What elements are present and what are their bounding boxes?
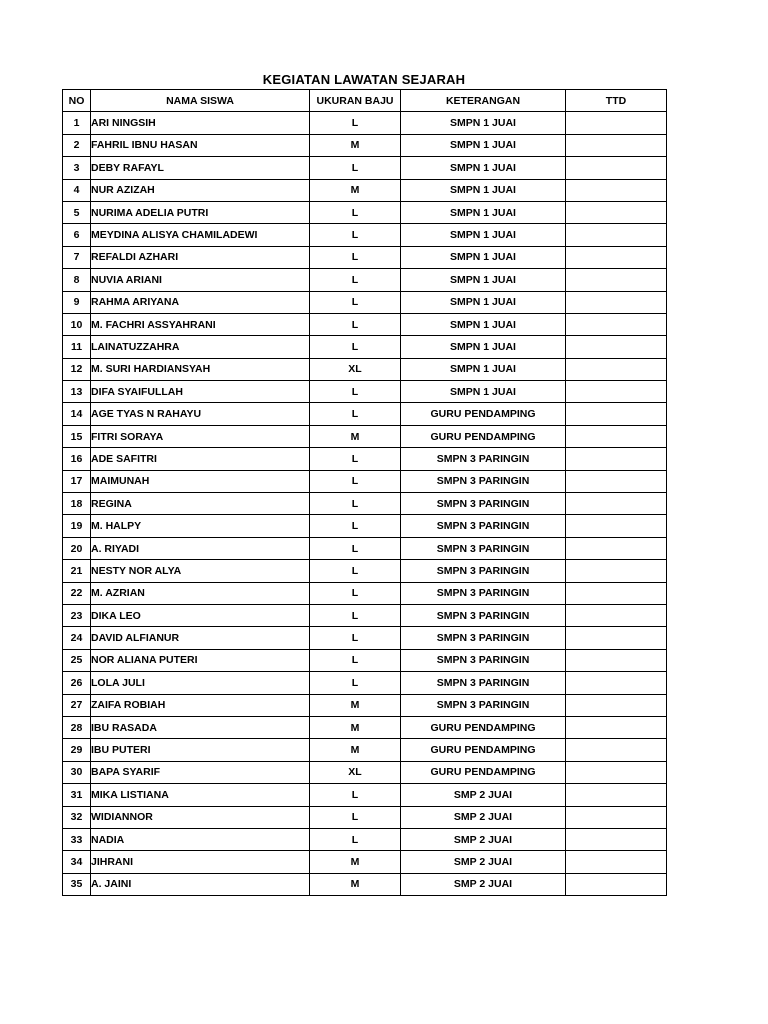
- shirt-size-cell: M: [310, 851, 401, 873]
- signature-cell: [566, 806, 667, 828]
- row-number-cell: 21: [63, 560, 91, 582]
- remarks-cell: SMPN 1 JUAI: [401, 336, 566, 358]
- student-name-cell: RAHMA ARIYANA: [91, 291, 310, 313]
- student-name-cell: LAINATUZZAHRA: [91, 336, 310, 358]
- shirt-size-cell: M: [310, 716, 401, 738]
- remarks-cell: SMP 2 JUAI: [401, 873, 566, 895]
- remarks-cell: GURU PENDAMPING: [401, 403, 566, 425]
- row-number-cell: 5: [63, 201, 91, 223]
- signature-cell: [566, 246, 667, 268]
- row-number-cell: 15: [63, 425, 91, 447]
- row-number-cell: 29: [63, 739, 91, 761]
- row-number-cell: 24: [63, 627, 91, 649]
- signature-cell: [566, 627, 667, 649]
- table-row: [63, 381, 667, 403]
- student-name-cell: NADIA: [91, 828, 310, 850]
- row-number-cell: 17: [63, 470, 91, 492]
- row-number-cell: 16: [63, 448, 91, 470]
- student-name-cell: MAIMUNAH: [91, 470, 310, 492]
- shirt-size-cell: L: [310, 649, 401, 671]
- table-row: [63, 201, 667, 223]
- student-name-cell: FITRI SORAYA: [91, 425, 310, 447]
- student-name-cell: AGE TYAS N RAHAYU: [91, 403, 310, 425]
- signature-cell: [566, 358, 667, 380]
- row-number-cell: 27: [63, 694, 91, 716]
- student-name-cell: ADE SAFITRI: [91, 448, 310, 470]
- shirt-size-cell: L: [310, 381, 401, 403]
- header-ttd: TTD: [566, 90, 667, 112]
- signature-cell: [566, 470, 667, 492]
- table-row: [63, 336, 667, 358]
- signature-cell: [566, 201, 667, 223]
- signature-cell: [566, 694, 667, 716]
- shirt-size-cell: L: [310, 269, 401, 291]
- table-row: [63, 649, 667, 671]
- signature-cell: [566, 179, 667, 201]
- signature-cell: [566, 649, 667, 671]
- shirt-size-cell: L: [310, 246, 401, 268]
- signature-cell: [566, 582, 667, 604]
- signature-cell: [566, 851, 667, 873]
- signature-cell: [566, 336, 667, 358]
- remarks-cell: GURU PENDAMPING: [401, 761, 566, 783]
- signature-cell: [566, 112, 667, 134]
- table-row: [63, 806, 667, 828]
- header-name: NAMA SISWA: [91, 90, 310, 112]
- row-number-cell: 23: [63, 604, 91, 626]
- shirt-size-cell: L: [310, 515, 401, 537]
- row-number-cell: 33: [63, 828, 91, 850]
- row-number-cell: 30: [63, 761, 91, 783]
- signature-cell: [566, 560, 667, 582]
- remarks-cell: SMPN 3 PARINGIN: [401, 515, 566, 537]
- remarks-cell: SMPN 3 PARINGIN: [401, 582, 566, 604]
- student-name-cell: IBU RASADA: [91, 716, 310, 738]
- shirt-size-cell: L: [310, 560, 401, 582]
- student-name-cell: A. JAINI: [91, 873, 310, 895]
- remarks-cell: SMPN 1 JUAI: [401, 246, 566, 268]
- signature-cell: [566, 828, 667, 850]
- student-name-cell: DIFA SYAIFULLAH: [91, 381, 310, 403]
- row-number-cell: 19: [63, 515, 91, 537]
- remarks-cell: SMPN 1 JUAI: [401, 157, 566, 179]
- row-number-cell: 12: [63, 358, 91, 380]
- remarks-cell: GURU PENDAMPING: [401, 739, 566, 761]
- signature-cell: [566, 739, 667, 761]
- shirt-size-cell: L: [310, 784, 401, 806]
- signature-cell: [566, 291, 667, 313]
- signature-cell: [566, 515, 667, 537]
- table-row: [63, 672, 667, 694]
- row-number-cell: 18: [63, 493, 91, 515]
- table-row: [63, 224, 667, 246]
- student-name-cell: A. RIYADI: [91, 537, 310, 559]
- student-name-cell: M. SURI HARDIANSYAH: [91, 358, 310, 380]
- shirt-size-cell: M: [310, 134, 401, 156]
- table-row: [63, 425, 667, 447]
- row-number-cell: 25: [63, 649, 91, 671]
- row-number-cell: 32: [63, 806, 91, 828]
- remarks-cell: SMPN 3 PARINGIN: [401, 604, 566, 626]
- remarks-cell: SMPN 1 JUAI: [401, 134, 566, 156]
- shirt-size-cell: L: [310, 157, 401, 179]
- student-name-cell: ARI NINGSIH: [91, 112, 310, 134]
- student-name-cell: FAHRIL IBNU HASAN: [91, 134, 310, 156]
- remarks-cell: SMPN 1 JUAI: [401, 179, 566, 201]
- shirt-size-cell: L: [310, 201, 401, 223]
- remarks-cell: SMPN 3 PARINGIN: [401, 694, 566, 716]
- signature-cell: [566, 313, 667, 335]
- table-row: [63, 694, 667, 716]
- shirt-size-cell: M: [310, 425, 401, 447]
- document-title: KEGIATAN LAWATAN SEJARAH: [262, 72, 466, 87]
- remarks-cell: SMPN 3 PARINGIN: [401, 470, 566, 492]
- remarks-cell: SMPN 3 PARINGIN: [401, 560, 566, 582]
- shirt-size-cell: XL: [310, 761, 401, 783]
- header-note: KETERANGAN: [401, 90, 566, 112]
- remarks-cell: SMP 2 JUAI: [401, 851, 566, 873]
- student-name-cell: ZAIFA ROBIAH: [91, 694, 310, 716]
- table-row: [63, 179, 667, 201]
- table-row: [63, 515, 667, 537]
- row-number-cell: 22: [63, 582, 91, 604]
- table-row: [63, 403, 667, 425]
- remarks-cell: SMPN 1 JUAI: [401, 358, 566, 380]
- row-number-cell: 34: [63, 851, 91, 873]
- shirt-size-cell: M: [310, 739, 401, 761]
- row-number-cell: 11: [63, 336, 91, 358]
- signature-cell: [566, 672, 667, 694]
- signature-cell: [566, 493, 667, 515]
- shirt-size-cell: L: [310, 336, 401, 358]
- signature-cell: [566, 224, 667, 246]
- table-row: [63, 851, 667, 873]
- signature-cell: [566, 716, 667, 738]
- header-no: NO: [63, 90, 91, 112]
- remarks-cell: SMPN 1 JUAI: [401, 269, 566, 291]
- student-name-cell: DAVID ALFIANUR: [91, 627, 310, 649]
- row-number-cell: 20: [63, 537, 91, 559]
- shirt-size-cell: L: [310, 604, 401, 626]
- table-row: [63, 291, 667, 313]
- signature-cell: [566, 873, 667, 895]
- shirt-size-cell: M: [310, 179, 401, 201]
- table-row: [63, 246, 667, 268]
- shirt-size-cell: L: [310, 828, 401, 850]
- remarks-cell: SMPN 1 JUAI: [401, 381, 566, 403]
- student-name-cell: WIDIANNOR: [91, 806, 310, 828]
- shirt-size-cell: M: [310, 873, 401, 895]
- student-name-cell: JIHRANI: [91, 851, 310, 873]
- student-name-cell: NUVIA ARIANI: [91, 269, 310, 291]
- remarks-cell: SMPN 3 PARINGIN: [401, 672, 566, 694]
- row-number-cell: 9: [63, 291, 91, 313]
- remarks-cell: GURU PENDAMPING: [401, 716, 566, 738]
- table-row: [63, 784, 667, 806]
- header-size: UKURAN BAJU: [310, 90, 401, 112]
- signature-cell: [566, 448, 667, 470]
- table-row: [63, 716, 667, 738]
- shirt-size-cell: L: [310, 672, 401, 694]
- row-number-cell: 1: [63, 112, 91, 134]
- student-name-cell: DEBY RAFAYL: [91, 157, 310, 179]
- row-number-cell: 10: [63, 313, 91, 335]
- table-row: [63, 761, 667, 783]
- row-number-cell: 3: [63, 157, 91, 179]
- remarks-cell: SMP 2 JUAI: [401, 806, 566, 828]
- remarks-cell: SMPN 3 PARINGIN: [401, 493, 566, 515]
- remarks-cell: SMPN 1 JUAI: [401, 291, 566, 313]
- shirt-size-cell: L: [310, 291, 401, 313]
- student-name-cell: MEYDINA ALISYA CHAMILADEWI: [91, 224, 310, 246]
- row-number-cell: 4: [63, 179, 91, 201]
- shirt-size-cell: M: [310, 694, 401, 716]
- remarks-cell: SMPN 3 PARINGIN: [401, 448, 566, 470]
- remarks-cell: SMPN 1 JUAI: [401, 224, 566, 246]
- table-row: [63, 582, 667, 604]
- signature-cell: [566, 403, 667, 425]
- row-number-cell: 35: [63, 873, 91, 895]
- remarks-cell: SMPN 1 JUAI: [401, 112, 566, 134]
- row-number-cell: 6: [63, 224, 91, 246]
- signature-cell: [566, 761, 667, 783]
- row-number-cell: 2: [63, 134, 91, 156]
- signature-cell: [566, 134, 667, 156]
- shirt-size-cell: L: [310, 493, 401, 515]
- shirt-size-cell: L: [310, 448, 401, 470]
- table-row: [63, 157, 667, 179]
- table-row: [63, 269, 667, 291]
- row-number-cell: 7: [63, 246, 91, 268]
- table-row: [63, 873, 667, 895]
- shirt-size-cell: L: [310, 582, 401, 604]
- student-name-cell: REFALDI AZHARI: [91, 246, 310, 268]
- table-row: [63, 493, 667, 515]
- participant-table: [62, 89, 667, 896]
- table-row: [63, 537, 667, 559]
- table-row: [63, 112, 667, 134]
- table-body: [63, 112, 667, 896]
- shirt-size-cell: L: [310, 313, 401, 335]
- table-row: [63, 358, 667, 380]
- signature-cell: [566, 604, 667, 626]
- signature-cell: [566, 381, 667, 403]
- student-name-cell: BAPA SYARIF: [91, 761, 310, 783]
- student-name-cell: NURIMA ADELIA PUTRI: [91, 201, 310, 223]
- remarks-cell: GURU PENDAMPING: [401, 425, 566, 447]
- signature-cell: [566, 425, 667, 447]
- remarks-cell: SMPN 1 JUAI: [401, 201, 566, 223]
- table-row: [63, 313, 667, 335]
- student-name-cell: MIKA LISTIANA: [91, 784, 310, 806]
- student-name-cell: DIKA LEO: [91, 604, 310, 626]
- table-row: [63, 134, 667, 156]
- row-number-cell: 31: [63, 784, 91, 806]
- remarks-cell: SMP 2 JUAI: [401, 828, 566, 850]
- row-number-cell: 28: [63, 716, 91, 738]
- student-name-cell: M. AZRIAN: [91, 582, 310, 604]
- remarks-cell: SMPN 3 PARINGIN: [401, 537, 566, 559]
- shirt-size-cell: L: [310, 112, 401, 134]
- table-row: [63, 627, 667, 649]
- signature-cell: [566, 784, 667, 806]
- table-row: [63, 448, 667, 470]
- table-row: [63, 828, 667, 850]
- remarks-cell: SMPN 3 PARINGIN: [401, 627, 566, 649]
- student-name-cell: M. FACHRI ASSYAHRANI: [91, 313, 310, 335]
- row-number-cell: 26: [63, 672, 91, 694]
- shirt-size-cell: L: [310, 537, 401, 559]
- shirt-size-cell: L: [310, 470, 401, 492]
- student-name-cell: REGINA: [91, 493, 310, 515]
- table-row: [63, 560, 667, 582]
- shirt-size-cell: L: [310, 403, 401, 425]
- student-name-cell: NUR AZIZAH: [91, 179, 310, 201]
- remarks-cell: SMP 2 JUAI: [401, 784, 566, 806]
- remarks-cell: SMPN 1 JUAI: [401, 313, 566, 335]
- signature-cell: [566, 157, 667, 179]
- student-name-cell: M. HALPY: [91, 515, 310, 537]
- student-name-cell: NESTY NOR ALYA: [91, 560, 310, 582]
- table-row: [63, 604, 667, 626]
- student-name-cell: NOR ALIANA PUTERI: [91, 649, 310, 671]
- remarks-cell: SMPN 3 PARINGIN: [401, 649, 566, 671]
- student-name-cell: IBU PUTERI: [91, 739, 310, 761]
- shirt-size-cell: L: [310, 627, 401, 649]
- table-row: [63, 739, 667, 761]
- signature-cell: [566, 269, 667, 291]
- student-name-cell: LOLA JULI: [91, 672, 310, 694]
- row-number-cell: 13: [63, 381, 91, 403]
- row-number-cell: 8: [63, 269, 91, 291]
- shirt-size-cell: XL: [310, 358, 401, 380]
- shirt-size-cell: L: [310, 224, 401, 246]
- header-row: [63, 90, 667, 112]
- table-row: [63, 470, 667, 492]
- shirt-size-cell: L: [310, 806, 401, 828]
- signature-cell: [566, 537, 667, 559]
- row-number-cell: 14: [63, 403, 91, 425]
